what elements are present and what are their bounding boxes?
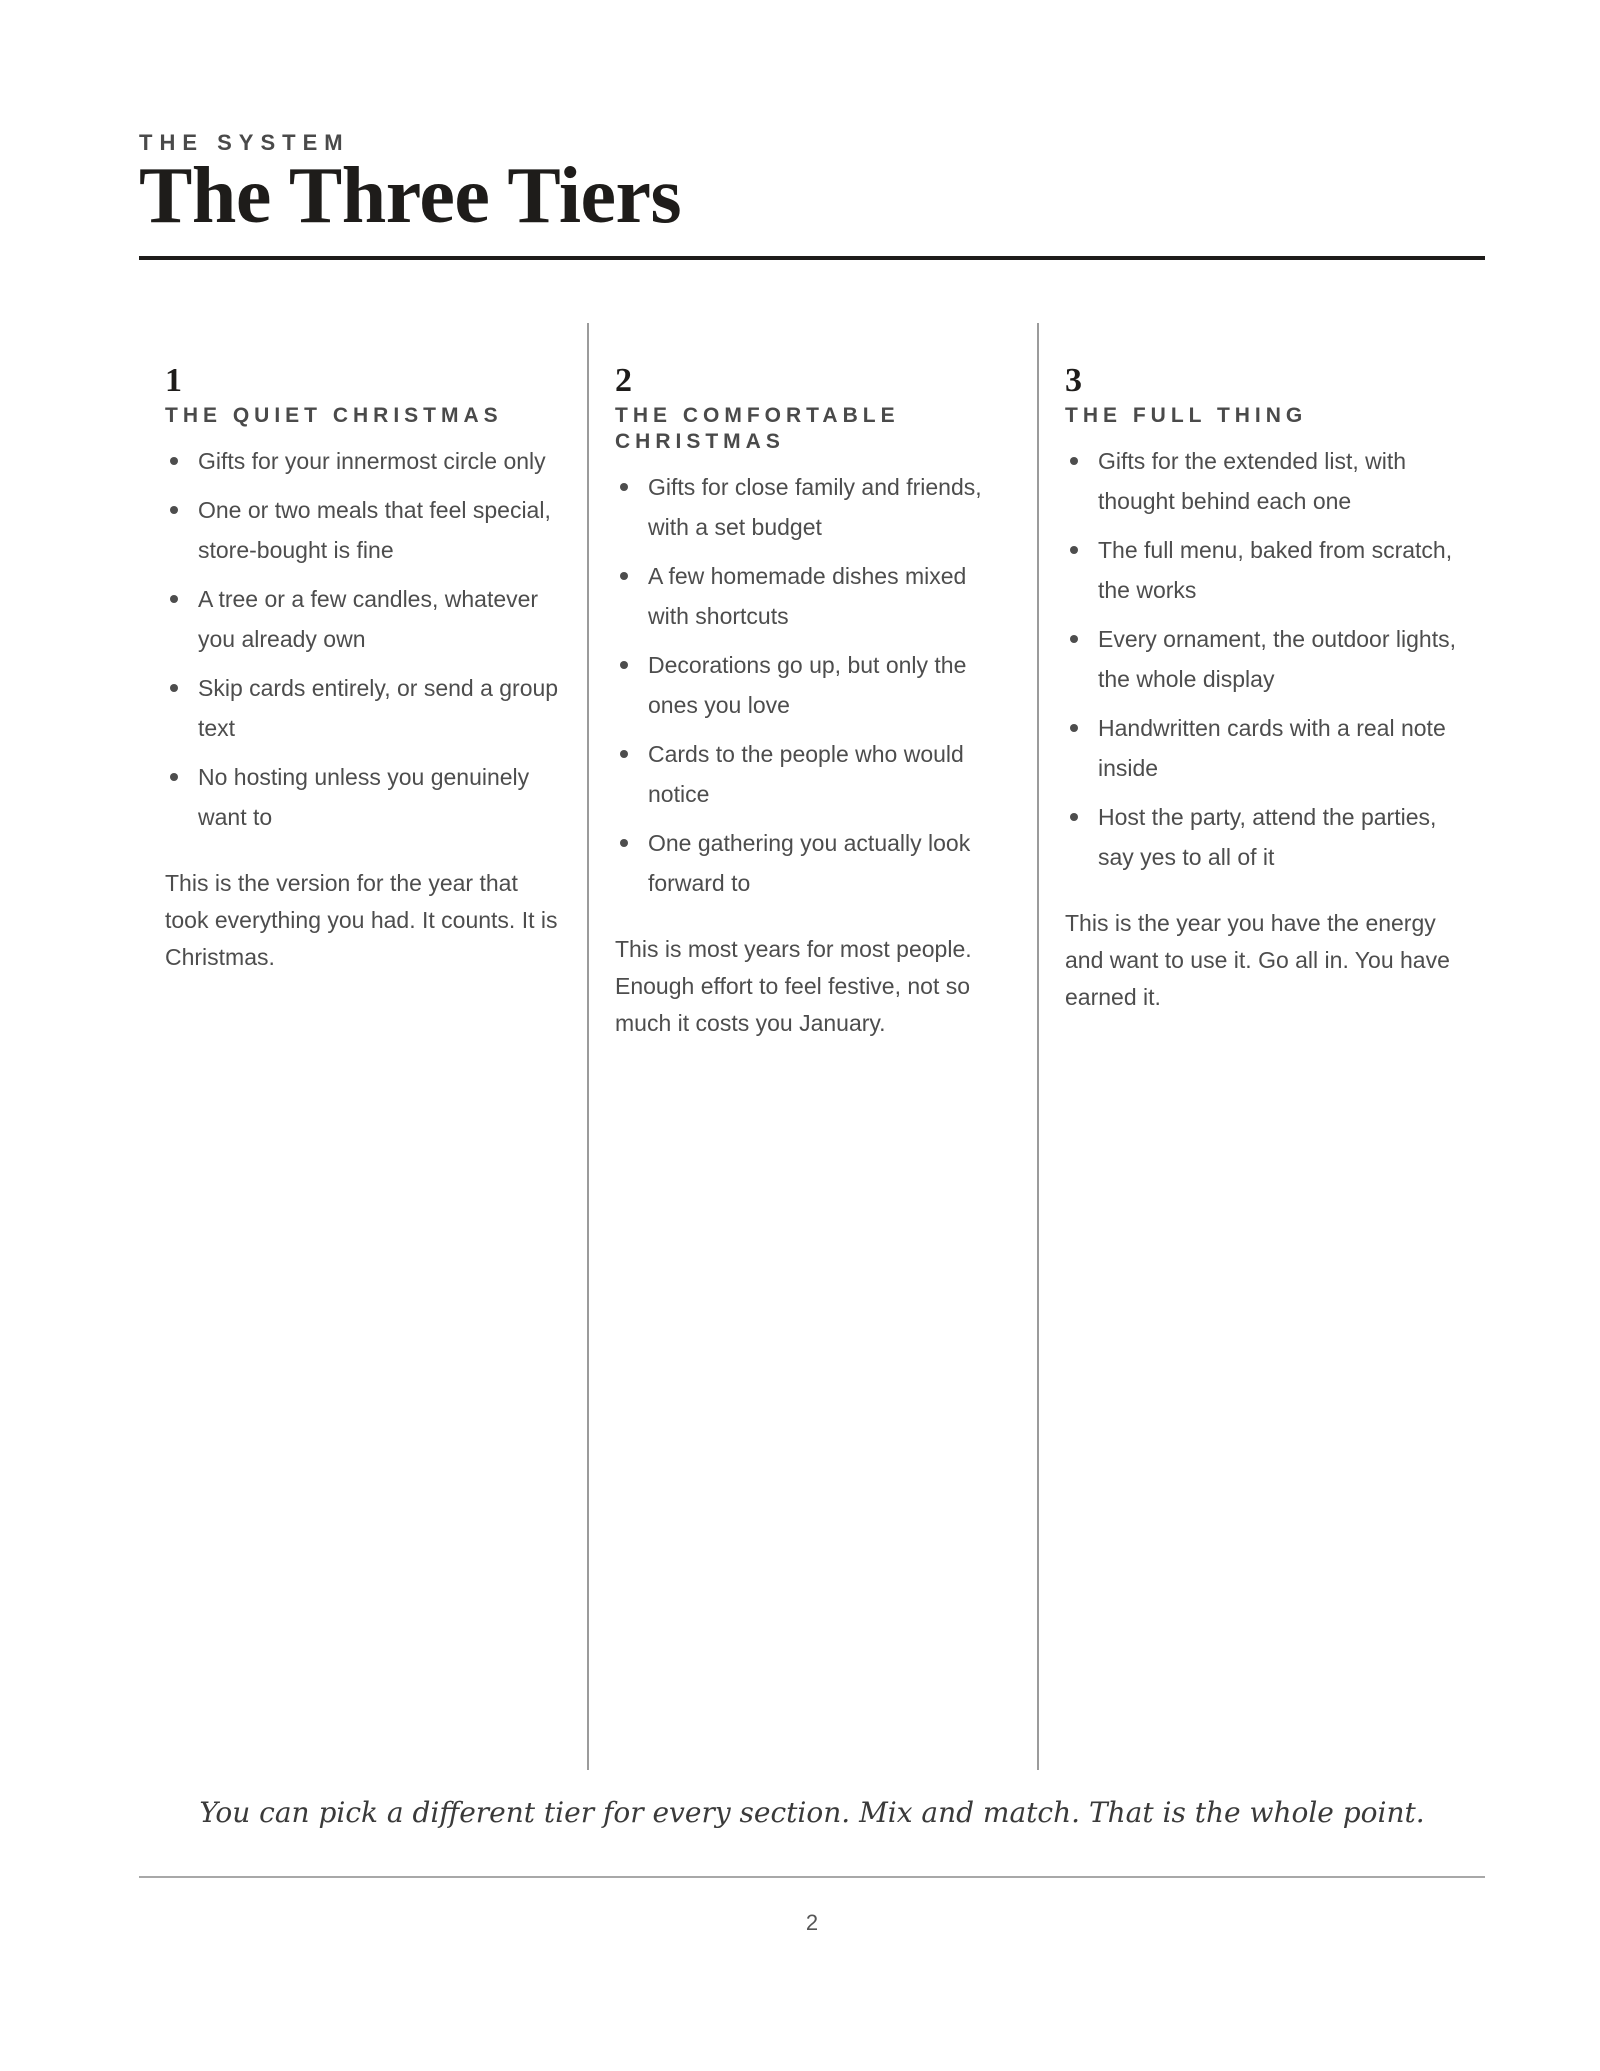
title-divider bbox=[139, 256, 1485, 260]
list-item bbox=[165, 757, 561, 837]
list-item-text: One gathering you actually look forward to bbox=[648, 830, 971, 896]
bullet-icon bbox=[170, 457, 178, 465]
list-item-text: Skip cards entirely, or send a group text bbox=[198, 675, 559, 741]
list-item bbox=[615, 556, 1011, 636]
list-item bbox=[1065, 797, 1459, 877]
section-eyebrow: THE SYSTEM bbox=[139, 130, 350, 155]
list-item-text: Cards to the people who would notice bbox=[648, 741, 964, 807]
list-item bbox=[165, 490, 561, 570]
list-item-text: Host the party, attend the parties, say yes to all of it bbox=[1098, 804, 1437, 870]
page-title: The Three Tiers bbox=[139, 152, 682, 240]
list-item bbox=[1065, 441, 1459, 521]
bullet-icon bbox=[1070, 813, 1078, 821]
bullet-icon bbox=[620, 839, 628, 847]
tier-column-3 bbox=[1037, 323, 1485, 1770]
bullet-icon bbox=[620, 572, 628, 580]
list-item-text: Decorations go up, but only the ones you love bbox=[648, 652, 967, 718]
footer-divider bbox=[139, 1876, 1485, 1878]
list-item bbox=[165, 441, 561, 481]
list-item bbox=[615, 645, 1011, 725]
bullet-icon bbox=[170, 506, 178, 514]
footer-note: You can pick a different tier for every section. Mix and match. That is the whole point. bbox=[199, 1796, 1425, 1829]
page-number: 2 bbox=[805, 1910, 819, 1935]
tier-summary: This is the year you have the energy and want to use it. Go all in. You have earned it. bbox=[1065, 910, 1450, 1010]
tier-name: THE COMFORTABLE CHRISTMAS bbox=[615, 404, 900, 453]
tier-column-1 bbox=[139, 323, 587, 1770]
tier-columns bbox=[139, 323, 1485, 1770]
page bbox=[139, 0, 1485, 2071]
list-item-text: Gifts for your innermost circle only bbox=[198, 448, 546, 474]
bullet-icon bbox=[1070, 546, 1078, 554]
tier-bullet-list bbox=[615, 467, 1011, 903]
list-item-text: Every ornament, the outdoor lights, the whole display bbox=[1098, 626, 1456, 692]
bullet-icon bbox=[1070, 457, 1078, 465]
list-item-text: One or two meals that feel special, store-bought is fine bbox=[198, 497, 551, 563]
list-item bbox=[1065, 708, 1459, 788]
bullet-icon bbox=[1070, 635, 1078, 643]
tier-column-2 bbox=[587, 323, 1037, 1770]
bullet-icon bbox=[170, 773, 178, 781]
list-item bbox=[165, 668, 561, 748]
list-item-text: Gifts for the extended list, with thought behind each one bbox=[1098, 448, 1407, 514]
tier-summary: This is the version for the year that took everything you had. It counts. It is Christmas. bbox=[165, 870, 558, 970]
tier-name: THE QUIET CHRISTMAS bbox=[165, 404, 503, 427]
bullet-icon bbox=[620, 483, 628, 491]
list-item-text: Gifts for close family and friends, with a set budget bbox=[648, 474, 982, 540]
list-item-text: No hosting unless you genuinely want to bbox=[198, 764, 530, 830]
list-item-text: Handwritten cards with a real note inside bbox=[1098, 715, 1446, 781]
tier-bullet-list bbox=[165, 441, 561, 837]
tier-number: 2 bbox=[615, 362, 632, 399]
list-item-text: A tree or a few candles, whatever you already own bbox=[198, 586, 539, 652]
tier-summary: This is most years for most people. Enough effort to feel festive, not so much it costs you January. bbox=[615, 936, 972, 1036]
tier-bullet-list bbox=[1065, 441, 1459, 877]
bullet-icon bbox=[620, 661, 628, 669]
tier-number: 3 bbox=[1065, 362, 1082, 399]
list-item-text: The full menu, baked from scratch, the works bbox=[1098, 537, 1453, 603]
list-item bbox=[165, 579, 561, 659]
list-item bbox=[615, 467, 1011, 547]
list-item-text: A few homemade dishes mixed with shortcuts bbox=[648, 563, 967, 629]
list-item bbox=[615, 823, 1011, 903]
bullet-icon bbox=[1070, 724, 1078, 732]
bullet-icon bbox=[170, 595, 178, 603]
list-item bbox=[1065, 530, 1459, 610]
tier-number: 1 bbox=[165, 362, 182, 399]
list-item bbox=[615, 734, 1011, 814]
bullet-icon bbox=[170, 684, 178, 692]
bullet-icon bbox=[620, 750, 628, 758]
tier-name: THE FULL THING bbox=[1065, 404, 1308, 427]
list-item bbox=[1065, 619, 1459, 699]
